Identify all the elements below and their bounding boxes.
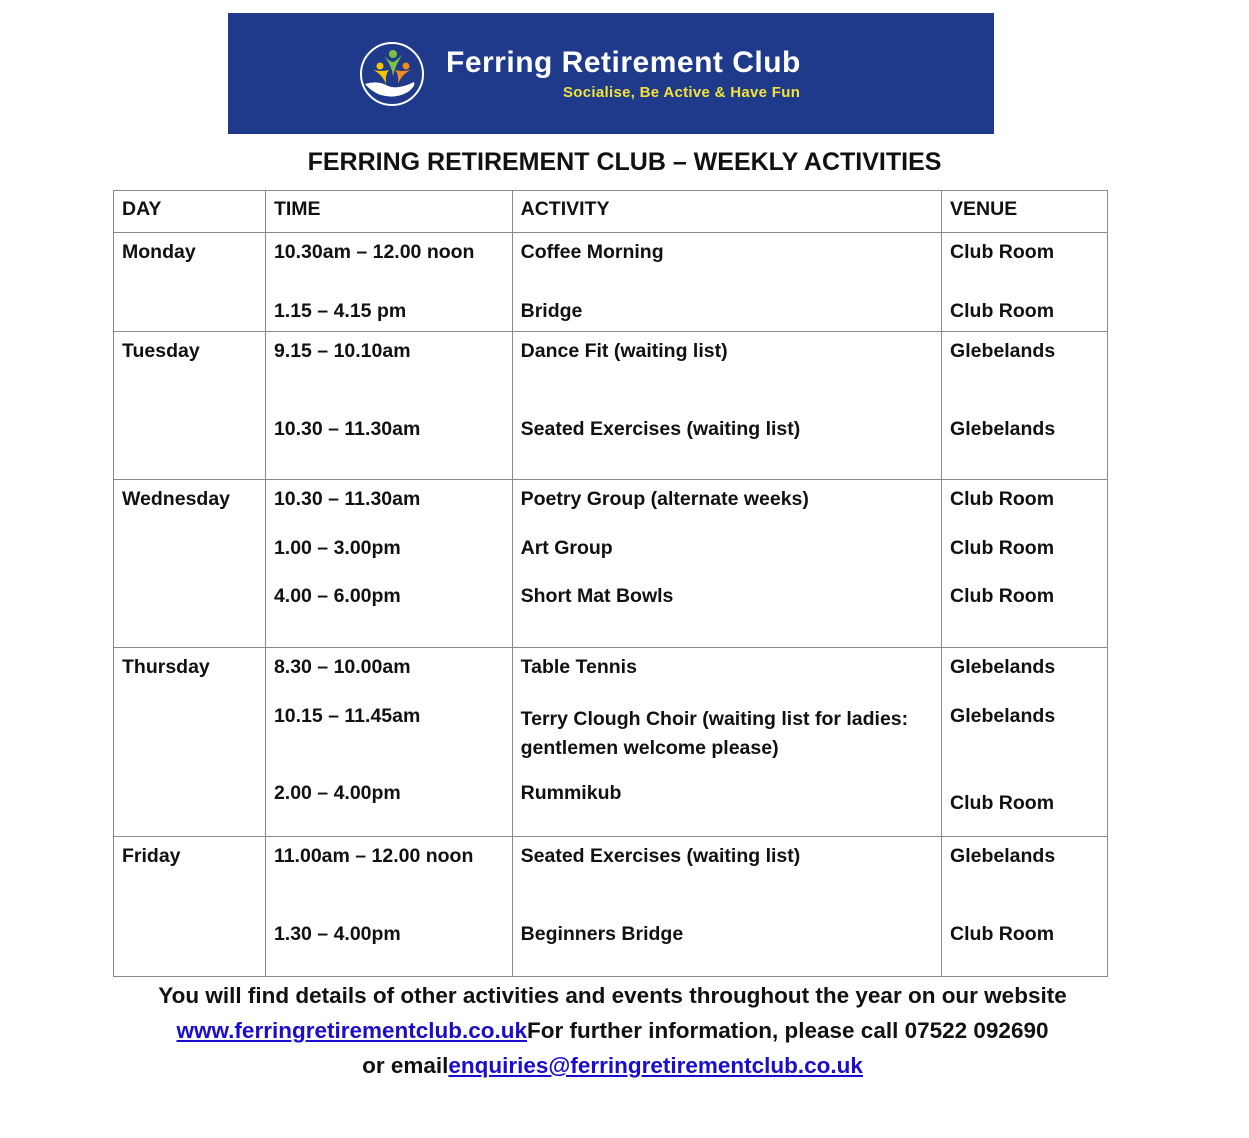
session-activity: Dance Fit (waiting list) — [520, 340, 728, 362]
website-link[interactable]: www.ferringretirementclub.co.uk — [176, 1018, 528, 1043]
column-header-day: DAY — [114, 191, 266, 233]
session-venue: Club Room — [950, 300, 1055, 322]
session-venue: Glebelands — [950, 418, 1056, 440]
club-banner — [228, 13, 994, 134]
session-time: 1.00 – 3.00pm — [273, 537, 401, 559]
table-row-thursday — [114, 648, 1108, 837]
session-venue: Club Room — [950, 585, 1055, 607]
activity-cell — [512, 332, 941, 480]
venue-cell — [942, 648, 1108, 837]
session-activity: Short Mat Bowls — [520, 585, 674, 607]
day-cell: Thursday — [114, 648, 266, 837]
time-cell — [265, 480, 512, 648]
website-info-text: You will find details of other activities and events throughout the year on our website — [158, 983, 1067, 1008]
session-activity: Table Tennis — [520, 656, 637, 678]
session-time: 4.00 – 6.00pm — [273, 585, 401, 607]
session-time: 1.15 – 4.15 pm — [273, 300, 407, 322]
session-time: 11.00am – 12.00 noon — [273, 845, 474, 867]
session-time: 8.30 – 10.00am — [273, 656, 411, 678]
venue-cell — [942, 233, 1108, 332]
session-activity: Beginners Bridge — [520, 923, 684, 945]
venue-cell — [942, 332, 1108, 480]
column-header-activity: ACTIVITY — [512, 191, 941, 233]
day-cell: Tuesday — [114, 332, 266, 480]
session-venue: Glebelands — [950, 340, 1056, 362]
time-cell — [265, 332, 512, 480]
table-row-friday — [114, 837, 1108, 977]
contact-footer — [0, 978, 1225, 1083]
session-time: 10.30 – 11.30am — [273, 488, 421, 510]
time-cell — [265, 233, 512, 332]
table-row-tuesday — [114, 332, 1108, 480]
column-header-venue: VENUE — [942, 191, 1108, 233]
venue-cell — [942, 837, 1108, 977]
session-activity: Terry Clough Choir (waiting list for ladies: gentlemen welcome please) — [520, 708, 909, 759]
session-activity: Art Group — [520, 537, 613, 559]
activity-cell — [512, 837, 941, 977]
session-activity: Seated Exercises (waiting list) — [520, 418, 801, 440]
venue-cell — [942, 480, 1108, 648]
session-venue: Club Room — [950, 923, 1055, 945]
column-header-time: TIME — [265, 191, 512, 233]
activity-cell — [512, 480, 941, 648]
day-cell: Monday — [114, 233, 266, 332]
table-row-monday — [114, 233, 1108, 332]
email-prefix-text: or email — [362, 1053, 449, 1078]
session-activity: Seated Exercises (waiting list) — [520, 845, 801, 867]
session-activity: Poetry Group (alternate weeks) — [520, 488, 809, 510]
session-activity: Coffee Morning — [520, 241, 664, 263]
session-venue: Glebelands — [950, 656, 1056, 678]
session-time: 1.30 – 4.00pm — [273, 923, 401, 945]
session-venue: Club Room — [950, 537, 1055, 559]
session-time: 9.15 – 10.10am — [273, 340, 411, 362]
session-venue: Club Room — [950, 241, 1055, 263]
table-row-wednesday — [114, 480, 1108, 648]
session-time: 10.30 – 11.30am — [273, 418, 421, 440]
session-venue: Club Room — [950, 488, 1055, 510]
club-tagline: Socialise, Be Active & Have Fun — [563, 84, 801, 101]
session-venue: Glebelands — [950, 705, 1056, 727]
session-activity: Rummikub — [520, 782, 622, 804]
hands-people-logo-icon — [358, 40, 426, 108]
session-venue: Club Room — [950, 792, 1055, 814]
day-cell: Wednesday — [114, 480, 266, 648]
activity-cell — [512, 648, 941, 837]
email-line — [0, 1048, 1225, 1083]
table-header-row — [114, 191, 1108, 233]
page-title: FERRING RETIREMENT CLUB – WEEKLY ACTIVITIES — [307, 148, 942, 176]
email-link[interactable]: enquiries@ferringretirementclub.co.uk — [448, 1053, 863, 1078]
weekly-activities-table — [113, 190, 1108, 977]
session-time: 10.15 – 11.45am — [273, 705, 421, 727]
time-cell — [265, 837, 512, 977]
session-activity: Bridge — [520, 300, 583, 322]
day-cell: Friday — [114, 837, 266, 977]
activity-cell — [512, 233, 941, 332]
contact-line — [0, 1013, 1225, 1048]
phone-info-text: For further information, please call 07522 092690 — [527, 1018, 1049, 1043]
time-cell — [265, 648, 512, 837]
session-venue: Glebelands — [950, 845, 1056, 867]
club-name: Ferring Retirement Club — [446, 46, 801, 79]
session-time: 10.30am – 12.00 noon — [273, 241, 475, 263]
session-time: 2.00 – 4.00pm — [273, 782, 401, 804]
